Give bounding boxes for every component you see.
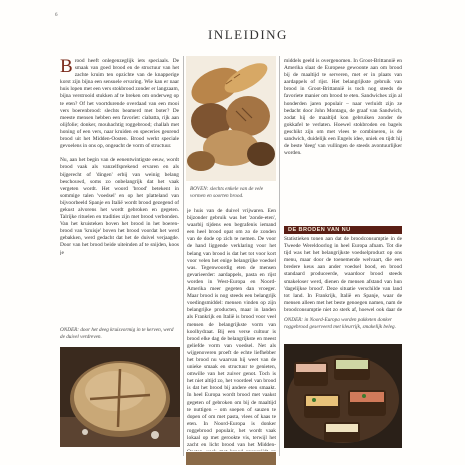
caption-top: BOVEN: slechts enkele van de vele vormen en soorten brood. (190, 186, 264, 199)
caption-bottom-left: ONDER: door het deeg kruisvormig in te kerven, werd de duivel verdreven. (60, 327, 174, 340)
column-divider (279, 56, 280, 456)
bread-on-board-photo (186, 452, 276, 465)
column-2-text: je huis van de duivel vrijwaren. Een bijzonder gebruik was het 'zonde-eten', waarbij tijdens een begrafenis iemand een heel brood opat om zo de zonden van de dode op zich te nemen. De voor de hand liggende verklaring voor het belang van brood is dat het tot voor kort voor velen het enige belangrijke voedsel was. Tegenwoordig eten de mensen gevarieerder: aardappels, pasta en rijst worden in West-Europa en Noord-Amerika meer gegeten dan vroeger. Maar brood is nog steeds een belangrijk voedingsmiddel: mensen vinden op zijn belangrijke producten, maar in landen als Frankrijk en Italië is brood voor veel mensen de belangrijkste vorm van koolhydraat. Bij een verse cultuur is brood elke dag de belangrijkste en meest geliefde vorm van voedsel. Net als wijgenoveren proeft de echte liefhebber het brood nu waarvan hij weet van de unieke smaak en structuur te genieten, omwille van het zuiver genot. Toch is het niet altijd zo, het voordeel van brood is dat het brood bij andere eten smaakt. In heel Europa wordt brood met vaakst gegeten of gebroken om bij de maaltijd te nuttigen – om soepen of sauzen te dopen of om met pasta, vlees of kaas te eten. In Noord-Europa is donker roggebrood populair, het wordt vaak lokaal op met gerookte vis, terwijl het zacht en licht brood van het Midden- (187, 208, 276, 449)
bread-assortment-photo (186, 56, 276, 181)
intro-paragraph: rood heeft onlegenzeglijk iets speciaals. De smaak van goed brood en de structuur van het zachte kruim ten opzichte van de knapperige korst zijn bijna een sensuele ervaring. Wie kan er naar huis lopen met een vers stokbrood zonder er langzaam, bijna verstrooid stukken af te breken om onderweg op te eten? Of het voortdurende overdaad van een mooi vers boerenbrood: slechts beamerd met boter? De meeste mensen hebben een favoriet: ciabatta, rijk aan olijfolie; donker, mouhachtig roggebrood; challah met honing of een vers, naar kruiden en speceries geurend brood uit het Midden-Oosten. Brood werkt speciale gevoelens in ons op, ongeacht de vorm of structuur. (60, 58, 179, 150)
page-title: INLEIDING (208, 27, 288, 42)
rye-bread-open-sandwiches-photo (284, 344, 402, 448)
body-paragraph: Nu, aan het begin van de eenentwintigste eeuw, wordt brood vaak als vanzelfsprekend ervaren en als bijgerecht of 'dingen' erbij van weinig belang beschouwd, soms zo onbelangrijk dat het vaak vergeten wordt. Het woord 'brood' betekent in sommige talen 'voedsel' en op het platteland van bijvoorbeeld Spanje en Italië wordt brood gezegend of gekust alvorens het wordt gebroken en gegeten. Talrijke rituelen en tradities zijn met brood verbonden. Van het kruisteken boven het brood in het boeren-brood van 'kruisje' boven het brood voordat het werd gebakken, werd gedacht dat het de duivel verjaagde. Door van het brood beide uiteinden af te snijden, koos je (60, 157, 179, 256)
page-number: 6 (55, 13, 58, 18)
section-heading-label: DE BRODEN VAN NU (288, 227, 351, 233)
section-heading (284, 226, 402, 234)
column-3-text-2: Statistieken tonen aan dat de broodconsumptie in de Tweede Wereldoorlog in heel Europa afnam. Tot die tijd was het het belangrijkste voedselproduct op ons menu, maar door de toenemende welvaart, die een bredere keus aan ander voedsel bood, en brood standaard produceerde, waardoor brood steeds smakeloser werd, dienen de mensen afstand van hun 'dagelijkse brood'. Deze situatie verschilde van land tot land. In Frankrijk, Italië en Spanje, waar de mensen alleen met het beste genoegen namen, nam de broodconsumptie niet zo sterk af, hoewel ook daar de (284, 236, 402, 313)
scored-round-loaf-photo (60, 347, 180, 447)
column-3-text: middels geeld is overgenomen. In Groot-Brittannië en Amerika slaat de Europese gewoonte aan om brood bij de maaltijd te serveren, met er in plaats van aardappels of rijst. Het belangrijkste gebruik van brood in Groot-Brittannië is toch nog steeds de favoriete manier om brood te eten. Sandwiches zijn al honderden jaren populair – naar verluidt zijn ze bedacht door John Montagu, de graaf van Sandwich, zodat hij de maaltijd kon gebruiken zonder de gokkafel te verlaten. Hoewel stokbroden en bagels geschikt zijn om met vlees te combineren, is de sandwich, duidelijk een Engels idee, uniek en tijdt hij de beste 'deeg' van vullingen de steeds avontuurlijker worden. (284, 58, 402, 157)
column-divider (183, 56, 184, 456)
column-1-text (60, 58, 179, 320)
drop-cap: B (60, 58, 73, 77)
caption-bottom-right: ONDER: in Noord-Europa worden pakketen donker roggebrood geserveerd met kleurrijk, smakelijk beleg. (284, 317, 396, 330)
